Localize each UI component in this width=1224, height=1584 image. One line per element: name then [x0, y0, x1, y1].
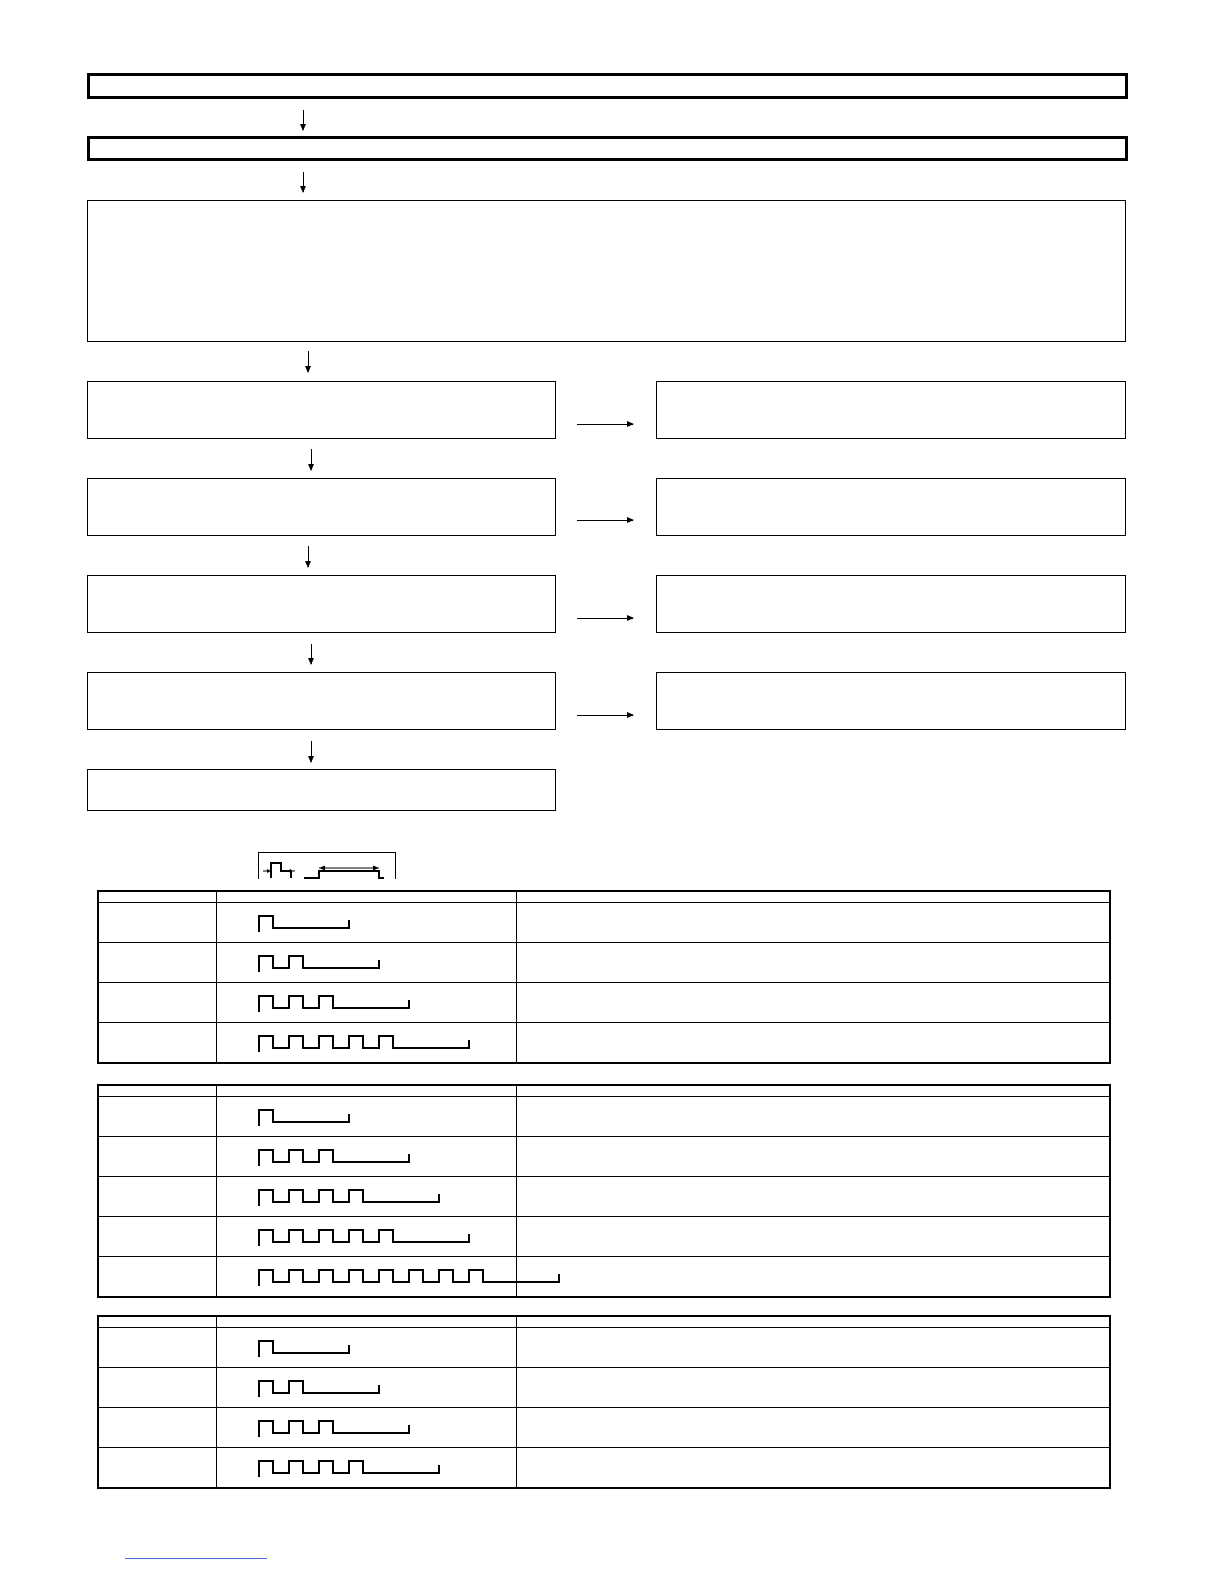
pulse-timing-legend — [258, 852, 396, 879]
pulse-waveform-icon — [257, 1146, 411, 1168]
row-description — [517, 1097, 1109, 1136]
footer-link-line — [125, 1558, 267, 1559]
flow-side-4 — [656, 672, 1126, 730]
flow-step-5 — [87, 478, 556, 536]
row-description — [517, 1328, 1109, 1367]
flow-arrow-right — [577, 424, 633, 425]
row-waveform-cell — [217, 983, 517, 1022]
pulse-waveform-path — [259, 1421, 409, 1437]
row-label — [99, 1177, 217, 1216]
flow-step-1 — [87, 73, 1128, 99]
table-row — [99, 1368, 1109, 1408]
pulse-waveform-icon — [257, 1032, 471, 1054]
row-label — [99, 1448, 217, 1487]
pulse-waveform-icon — [257, 1417, 411, 1439]
table-row — [99, 1097, 1109, 1137]
flow-step-3 — [87, 200, 1126, 342]
pulse-waveform-path — [259, 1036, 469, 1052]
row-description — [517, 1257, 1109, 1296]
flow-arrow-right — [577, 618, 633, 619]
row-description — [517, 1368, 1109, 1407]
table-header-cell — [217, 1086, 517, 1096]
flow-side-1 — [656, 381, 1126, 439]
flow-step-2 — [87, 136, 1128, 161]
row-label — [99, 1023, 217, 1062]
row-label — [99, 983, 217, 1022]
table-header-cell — [517, 1317, 1109, 1327]
row-waveform-cell — [217, 1408, 517, 1447]
pulse-waveform-path — [259, 1230, 469, 1246]
row-label — [99, 1137, 217, 1176]
pulse-waveform-path — [259, 1461, 439, 1477]
row-label — [99, 1217, 217, 1256]
row-waveform-cell — [217, 1368, 517, 1407]
flow-step-4 — [87, 381, 556, 439]
pulse-table-2 — [97, 1084, 1111, 1298]
pulse-waveform-path — [259, 916, 349, 932]
row-waveform-cell — [217, 1097, 517, 1136]
pulse-waveform-path — [259, 1190, 439, 1206]
row-waveform-cell — [217, 1177, 517, 1216]
flow-step-7 — [87, 672, 556, 730]
table-row — [99, 1448, 1109, 1487]
pulse-table-1 — [97, 890, 1111, 1064]
table-header — [99, 1317, 1109, 1328]
table-header-cell — [517, 892, 1109, 902]
pulse-legend-diagram — [259, 853, 395, 880]
row-description — [517, 903, 1109, 942]
row-waveform-cell — [217, 1217, 517, 1256]
row-waveform-cell — [217, 1448, 517, 1487]
pulse-waveform-icon — [257, 1186, 441, 1208]
pulse-waveform-path — [259, 1110, 349, 1126]
pulse-waveform-icon — [257, 1266, 561, 1288]
table-header-cell — [217, 1317, 517, 1327]
row-description — [517, 1023, 1109, 1062]
row-description — [517, 983, 1109, 1022]
flow-arrow-down — [311, 449, 312, 470]
row-description — [517, 1217, 1109, 1256]
flow-arrow-down — [308, 351, 309, 372]
table-row — [99, 1328, 1109, 1368]
row-description — [517, 1408, 1109, 1447]
table-row — [99, 943, 1109, 983]
table-header-cell — [99, 1086, 217, 1096]
table-row — [99, 1137, 1109, 1177]
table-header — [99, 1086, 1109, 1097]
flow-side-3 — [656, 575, 1126, 633]
table-row — [99, 1217, 1109, 1257]
table-header-cell — [99, 892, 217, 902]
pulse-waveform-icon — [257, 1377, 381, 1399]
flow-step-8 — [87, 769, 556, 811]
pulse-waveform-icon — [257, 1226, 471, 1248]
table-row — [99, 1177, 1109, 1217]
pulse-waveform-icon — [257, 1106, 351, 1128]
pulse-waveform-path — [259, 956, 379, 972]
pulse-waveform-path — [259, 1270, 559, 1286]
table-header-cell — [517, 1086, 1109, 1096]
pulse-waveform-icon — [257, 992, 411, 1014]
pulse-waveform-icon — [257, 912, 351, 934]
row-waveform-cell — [217, 943, 517, 982]
row-description — [517, 1448, 1109, 1487]
pulse-waveform-path — [259, 996, 409, 1012]
row-label — [99, 1257, 217, 1296]
table-row — [99, 1257, 1109, 1296]
row-description — [517, 1177, 1109, 1216]
table-header-cell — [217, 892, 517, 902]
row-waveform-cell — [217, 1137, 517, 1176]
row-label — [99, 1368, 217, 1407]
pulse-waveform-icon — [257, 1457, 441, 1479]
pulse-table-3 — [97, 1315, 1111, 1489]
row-label — [99, 1328, 217, 1367]
flow-step-6 — [87, 575, 556, 633]
row-waveform-cell — [217, 1328, 517, 1367]
row-waveform-cell — [217, 903, 517, 942]
table-header — [99, 892, 1109, 903]
pulse-waveform-path — [259, 1150, 409, 1166]
flow-side-2 — [656, 478, 1126, 536]
pulse-waveform-path — [259, 1341, 349, 1357]
table-header-cell — [99, 1317, 217, 1327]
pulse-waveform-icon — [257, 1337, 351, 1359]
row-description — [517, 1137, 1109, 1176]
table-row — [99, 983, 1109, 1023]
flow-arrow-down — [303, 172, 304, 192]
row-waveform-cell — [217, 1023, 517, 1062]
table-row — [99, 1408, 1109, 1448]
flow-arrow-right — [577, 715, 633, 716]
flow-arrow-down — [308, 546, 309, 567]
table-row — [99, 903, 1109, 943]
flow-arrow-right — [577, 520, 633, 521]
row-label — [99, 943, 217, 982]
row-label — [99, 1408, 217, 1447]
pulse-waveform-icon — [257, 952, 381, 974]
flow-arrow-down — [303, 110, 304, 130]
flow-arrow-down — [311, 741, 312, 762]
table-row — [99, 1023, 1109, 1062]
flow-arrow-down — [311, 644, 312, 664]
row-waveform-cell — [217, 1257, 517, 1296]
row-description — [517, 943, 1109, 982]
pulse-waveform-path — [259, 1381, 379, 1397]
row-label — [99, 1097, 217, 1136]
row-label — [99, 903, 217, 942]
